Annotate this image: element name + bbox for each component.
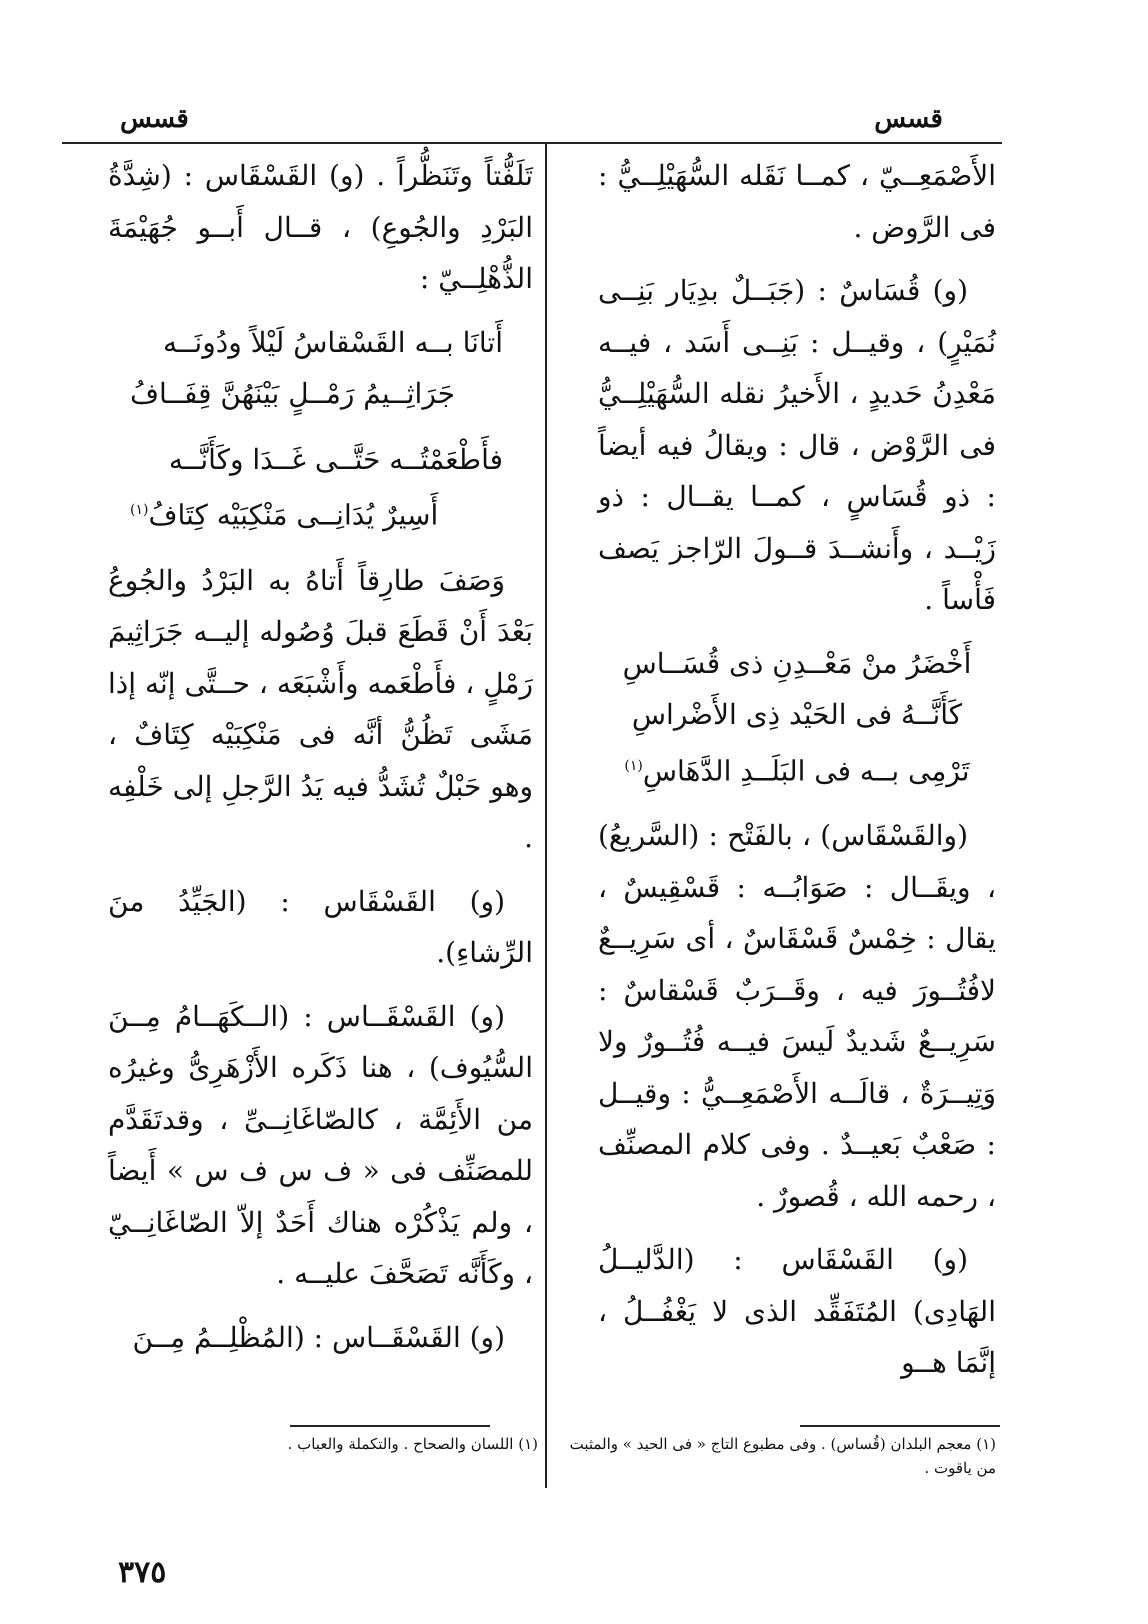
page-number: ٣٧٥	[118, 1555, 167, 1590]
left-paragraph-3: (و) القَسْقَاس : (الجَيِّدُ منَ الرِّشاءِ).	[108, 884, 533, 970]
footnote-right: (١) معجم البلدان (قُساس) . وفى مطبوع التاج « فى الحيد » والمثبت من ياقوت .	[569, 1435, 996, 1477]
right-column	[598, 150, 996, 1401]
right-paragraph-2: (و) قُسَاسٌ : (جَبَــلٌ بدِيَار بَنِــى نُمَيْرٍ) ، وقيــل : بَنِــى أَسَد ، فيــه مَعْدِنُ حَديدٍ ، الأَخيرُ نقله السُّهَيْلِــيُّ فى الرَّوْض ، قال : ويقالُ فيه أيضاً : ذو قُسَاسٍ ، كمــا يقــال : ذو زَيْــد ، وأَنشــدَ قــولَ الرّاجز يَصف فَأْساً .	[598, 274, 996, 616]
left-verse-1-line-2: جَرَاثِــيمُ رَمْــلٍ بَيْنَهُنَّ قِفَــافُ	[130, 377, 456, 410]
left-verse-2-line-2-wrap	[108, 485, 533, 541]
footnote-rule-left	[290, 1425, 490, 1427]
left-verse-1	[108, 317, 533, 420]
column-divider	[545, 143, 547, 1488]
left-verse-2	[108, 434, 533, 541]
header-rule	[62, 142, 1002, 144]
right-verse-line-2: كَأَنَّــهُ فى الحَيْد ذِى الأَضْراسِ	[631, 698, 963, 731]
right-verse-line-3: تَرْمِى بــه فى البَلَــدِ الدَّهَاسِ	[642, 753, 970, 787]
footnote-rule-right	[800, 1425, 1000, 1427]
left-paragraph-4: (و) القَسْقَــاس : (الــكَهَــامُ مِــنَ السُّيُوف) ، هنا ذَكَره الأَزْهَرِىُّ وغيرُه من الأَئِمَّة ، كالصّاغَانِــىِّ ، وقدتَقَدَّم للمصَنِّف فى « ف س ف س » أَيضاً ، ولم يَذْكُرْه هناك أَحَدٌ إلاّ الصّاغَانِــيّ ، وكَأَنَّه تَصَحَّفَ عليــه .	[108, 999, 533, 1291]
right-verse-line-1: أَخْضَرُ منْ مَعْــدِنِ ذى قُسَــاسِ	[622, 646, 972, 680]
left-verse-2-line-2: أَسِيرٌ يُدَانِــى مَنْكِبَيْه كِتَافُ	[148, 498, 439, 532]
right-paragraph-1: الأَصْمَعِــيّ ، كمــا نَقَله السُّهَيْلِــيُّ : فى الرَّوض .	[598, 159, 996, 244]
left-paragraph-5: (و) القَسْقَــاس : (المُظْلِــمُ مِــنَ	[132, 1320, 505, 1354]
left-verse-1-line-1: أَتانَا بــه القَسْقاسُ لَيْلاً ودُونَــه	[163, 325, 503, 359]
right-paragraph-4: (و) القَسْقَاس : (الدَّليــلُ الهَادِى) المُتَفَقِّد الذى لا يَغْفُــلُ ، إنَّمَا هــو	[598, 1243, 996, 1380]
right-paragraph-3: (والقَسْقَاس) ، بالفَتْح : (السَّريعُ) ، ويقَــال : صَوَابُــه : قَسْقِيسٌ ، يقال : خِمْسٌ قَسْقَاسٌ ، أى سَرِيــعٌ لافُتُــورَ فيه ، وقَــرَبٌ قَسْقاسٌ : سَرِيــعٌ شَديدٌ لَيسَ فيــه فُتُــورٌ ولا وَتِيــرَةٌ ، قالَــه الأَصْمَعِــيُّ : وقيــل : صَعْبٌ بَعيــدٌ . وفى كلام المصنِّف ، رحمه الله ، قُصورٌ .	[598, 819, 996, 1213]
right-verse	[598, 638, 996, 797]
left-paragraph-2: وَصَفَ طارِقاً أَتاهُ به البَرْدُ والجُوعُ بَعْدَ أَنْ قَطَعَ قبلَ وُصُوله إليــه جَرَاثِيمَ رَمْلٍ ، فأَطْعَمه وأَشْبَعَه ، حــتَّى إنّه إذا مَشَى تَظُنُّ أنَّه فى مَنْكِبَيْه كِتَافٌ ، وهو حَبْلٌ تُشَدُّ فيه يَدُ الرَّجلِ إلى خَلْفِه .	[108, 563, 533, 855]
footnote-marker: (١)	[130, 502, 149, 518]
left-verse-2-line-1: فأَطْعَمْتُــه حَتَّــى غَــدَا وكَأَنَّــه	[168, 442, 503, 476]
right-verse-line-3-wrap	[598, 741, 996, 797]
footnote-marker: (١)	[624, 757, 643, 774]
running-head-left: قسس	[120, 104, 189, 134]
left-paragraph-1: تَلَفُّتاً وتَنَظُّراً . (و) القَسْقَاس : (شِدَّةُ البَرْدِ والجُوعِ) ، قــال أَبــو جُهَيْمَةَ الذُّهْلِــيّ :	[108, 159, 533, 295]
footnote-left: (١) اللسان والصحاح . والتكملة والعباب .	[287, 1435, 538, 1453]
left-column	[108, 150, 533, 1375]
running-head-right: قسس	[874, 104, 943, 134]
